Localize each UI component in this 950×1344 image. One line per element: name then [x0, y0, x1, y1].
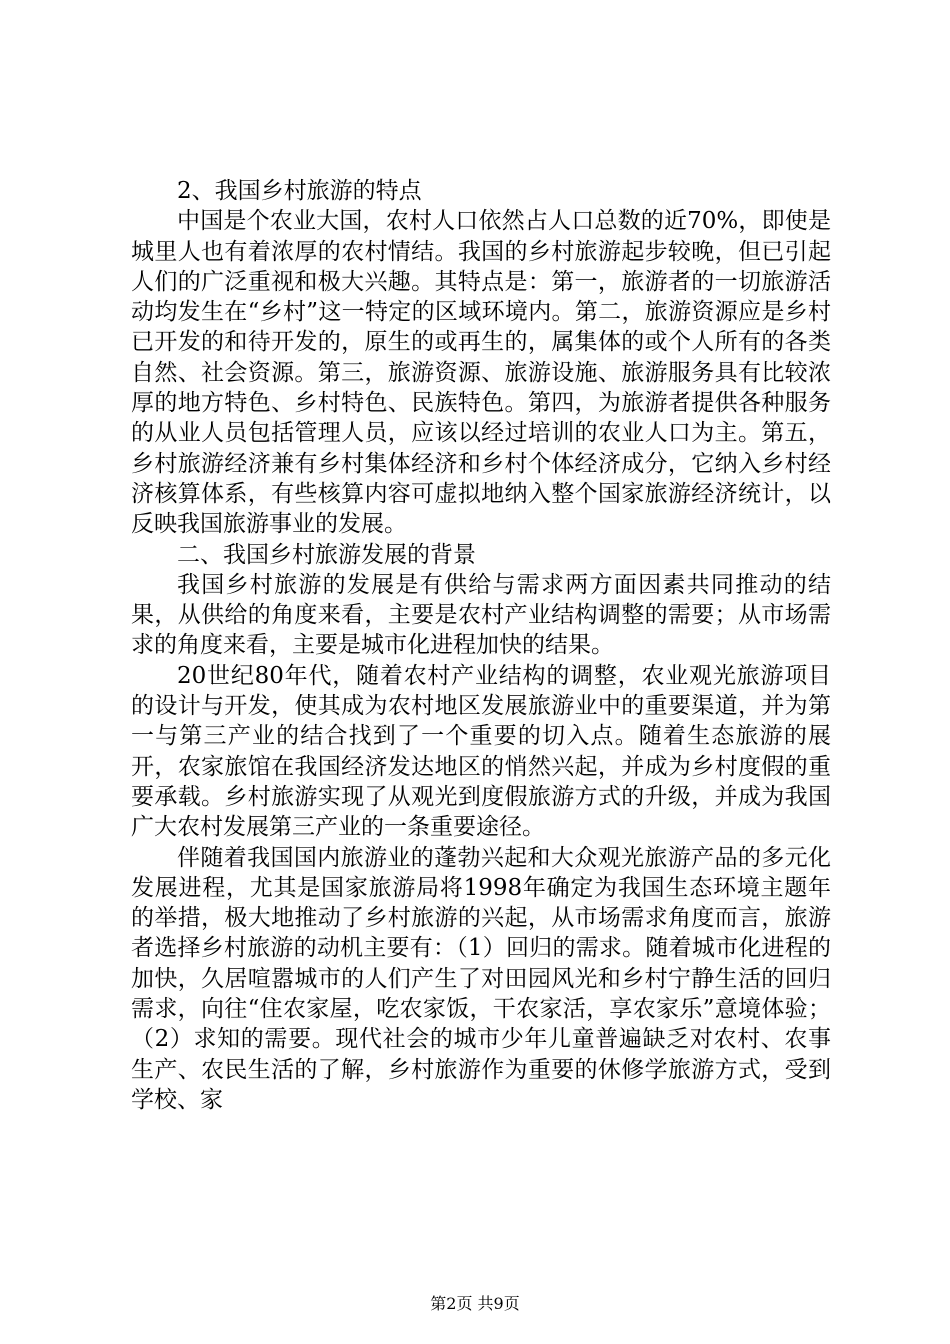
- document-body: [131, 176, 831, 1115]
- paragraph-market-demand: 伴随着我国国内旅游业的蓬勃兴起和大众观光旅游产品的多元化发展进程，尤其是国家旅游局将1998年确定为我国生态环境主题年的举措，极大地推动了乡村旅游的兴起，从市场需求角度而言，旅游者选择乡村旅游的动机主要有：（1）回归的需求。随着城市化进程的加快，久居喧嚣城市的人们产生了对田园风光和乡村宁静生活的回归需求，向往“住农家屋，吃农家饭，干农家活，享农家乐”意境体验；（2）求知的需要。现代社会的城市少年儿童普遍缺乏对农村、农事生产、农民生活的了解，乡村旅游作为重要的休修学旅游方式，受到学校、家: [131, 844, 831, 1113]
- paragraph-supply-demand: 我国乡村旅游的发展是有供给与需求两方面因素共同推动的结果，从供给的角度来看，主要是农村产业结构调整的需要；从市场需求的角度来看，主要是城市化进程加快的结果。: [131, 571, 831, 659]
- paragraph-features: 中国是个农业大国，农村人口依然占人口总数的近70%，即使是城里人也有着浓厚的农村情结。我国的乡村旅游起步较晚，但已引起人们的广泛重视和极大兴趣。其特点是：第一，旅游者的一切旅游活动均发生在“乡村”这一特定的区域环境内。第二，旅游资源应是乡村已开发的和待开发的，原生的或再生的，属集体的或个人所有的各类自然、社会资源。第三，旅游资源、旅游设施、旅游服务具有比较浓厚的地方特色、乡村特色、民族特色。第四，为旅游者提供各种服务的从业人员包括管理人员，应该以经过培训的农业人口为主。第五，乡村旅游经济兼有乡村集体经济和乡村个体经济成分，它纳入乡村经济核算体系，有些核算内容可虚拟地纳入整个国家旅游经济统计，以反映我国旅游事业的发展。: [131, 208, 831, 538]
- section-heading-background: 二、我国乡村旅游发展的背景: [177, 541, 476, 568]
- section-heading-features: 2、我国乡村旅游的特点: [177, 178, 422, 204]
- paragraph-1980s: 20世纪80年代，随着农村产业结构的调整，农业观光旅游项目的设计与开发，使其成为农村地区发展旅游业中的重要渠道，并为第一与第三产业的结合找到了一个重要的切入点。随着生态旅游的展开，农家旅馆在我国经济发达地区的悄然兴起，并成为乡村度假的重要承载。乡村旅游实现了从观光到度假旅游方式的升级，并成为我国广大农村发展第三产业的一条重要途径。: [131, 662, 831, 841]
- page-number: 第2页 共9页: [430, 1294, 520, 1313]
